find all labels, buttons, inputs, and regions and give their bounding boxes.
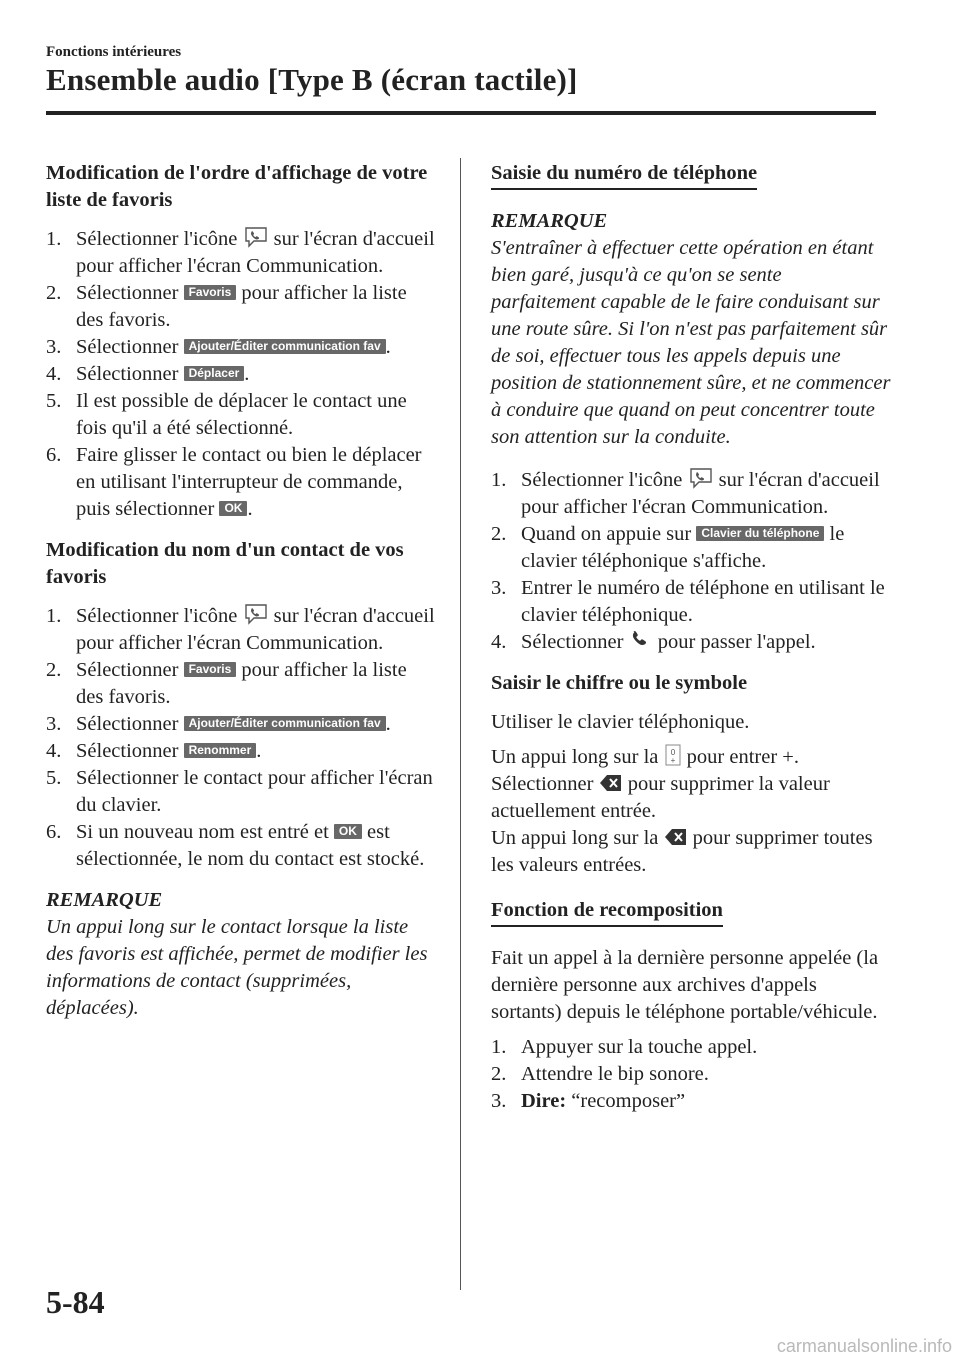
list-item <box>491 1061 891 1088</box>
heading-rename-contact: Modification du nom d'un contact de vos favoris <box>46 539 404 588</box>
paragraph: Sélectionner pour supprimer la valeur actuellement entrée. <box>491 773 830 822</box>
step-text: Dire: “recomposer” <box>521 1090 686 1112</box>
ok-button[interactable]: OK <box>334 824 362 839</box>
column-divider <box>460 158 461 1290</box>
step-number: 6. <box>46 444 62 466</box>
list-item <box>46 388 438 442</box>
heading-redial: Fonction de recomposition <box>491 897 723 927</box>
list-item <box>491 1034 891 1061</box>
step-number: 3. <box>46 713 62 735</box>
rename-steps <box>46 603 438 873</box>
step-text: Sélectionner l'icône sur l'écran d'accueil pour afficher l'écran Communication. <box>76 228 435 277</box>
step-text: Faire glisser le contact ou bien le déplacer en utilisant l'interrupteur de commande, puis sélectionner OK . <box>76 444 422 520</box>
step-text: Il est possible de déplacer le contact une fois qu'il a été sélectionné. <box>76 390 407 439</box>
paragraph: Utiliser le clavier téléphonique. <box>491 711 750 733</box>
favoris-button[interactable]: Favoris <box>184 662 237 677</box>
edit-favorites-button[interactable]: Ajouter/Éditer communication fav <box>184 716 386 731</box>
step-number: 1. <box>491 1036 507 1058</box>
step-number: 5. <box>46 767 62 789</box>
section-label: Fonctions intérieures <box>46 44 182 60</box>
paragraph: Fait un appel à la dernière personne appelée (la dernière personne aux archives d'appels sortants) depuis le téléphone portable/véhicule. <box>491 947 879 1023</box>
step-text: Sélectionner l'icône sur l'écran d'accueil pour afficher l'écran Communication. <box>76 605 435 654</box>
edit-favorites-button[interactable]: Ajouter/Éditer communication fav <box>184 339 386 354</box>
dial-steps <box>491 467 891 656</box>
list-item <box>46 442 438 523</box>
right-column <box>491 160 891 1129</box>
note-text: Un appui long sur le contact lorsque la liste des favoris est affichée, permet de modifier les informations de contact (supprimées, déplacées). <box>46 916 428 1019</box>
step-number: 4. <box>46 740 62 762</box>
list-item <box>46 603 438 657</box>
step-number: 1. <box>46 605 62 627</box>
heading-reorder-favorites: Modification de l'ordre d'affichage de votre liste de favoris <box>46 162 428 211</box>
step-number: 3. <box>46 336 62 358</box>
step-number: 3. <box>491 577 507 599</box>
move-button[interactable]: Déplacer <box>184 366 245 381</box>
step-text: Sélectionner l'icône sur l'écran d'accueil pour afficher l'écran Communication. <box>521 469 880 518</box>
zero-plus-key-icon[interactable] <box>664 744 682 766</box>
step-text: Sélectionner le contact pour afficher l'écran du clavier. <box>76 767 433 816</box>
step-number: 4. <box>491 631 507 653</box>
step-text: Sélectionner Favoris pour afficher la liste des favoris. <box>76 282 407 331</box>
step-number: 2. <box>491 523 507 545</box>
list-item <box>46 657 438 711</box>
note-block <box>491 208 891 451</box>
communication-icon <box>688 467 714 489</box>
favoris-button[interactable]: Favoris <box>184 285 237 300</box>
step-number: 2. <box>46 659 62 681</box>
ok-button[interactable]: OK <box>219 501 247 516</box>
note-label: REMARQUE <box>46 889 163 911</box>
list-item <box>46 361 438 388</box>
paragraph: Un appui long sur la pour supprimer toutes les valeurs entrées. <box>491 827 873 876</box>
communication-icon <box>243 603 269 625</box>
step-text: Sélectionner Ajouter/Éditer communication fav . <box>76 336 391 358</box>
list-item <box>46 738 438 765</box>
redial-steps <box>491 1034 891 1115</box>
list-item <box>46 819 438 873</box>
list-item <box>46 711 438 738</box>
step-number: 1. <box>491 469 507 491</box>
step-text: Sélectionner Renommer . <box>76 740 262 762</box>
step-text: Si un nouveau nom est entré et OK est sélectionnée, le nom du contact est stocké. <box>76 821 425 870</box>
communication-icon <box>243 226 269 248</box>
backspace-icon[interactable] <box>599 773 623 793</box>
heading-digit-symbol: Saisir le chiffre ou le symbole <box>491 672 748 694</box>
list-item <box>491 1088 891 1115</box>
step-text: Sélectionner Ajouter/Éditer communication fav . <box>76 713 391 735</box>
step-text: Appuyer sur la touche appel. <box>521 1036 758 1058</box>
step-text: Attendre le bip sonore. <box>521 1063 709 1085</box>
step-number: 6. <box>46 821 62 843</box>
header-rule <box>46 111 876 115</box>
step-text: Quand on appuie sur Clavier du téléphone le clavier téléphonique s'affiche. <box>521 523 845 572</box>
backspace-icon[interactable] <box>664 827 688 847</box>
step-number: 1. <box>46 228 62 250</box>
watermark: carmanualsonline.info <box>776 1336 952 1356</box>
reorder-steps <box>46 226 438 523</box>
step-text: Sélectionner Déplacer . <box>76 363 250 385</box>
page-number: 5-84 <box>46 1284 105 1320</box>
list-item <box>491 575 891 629</box>
list-item <box>46 280 438 334</box>
call-icon[interactable] <box>629 629 653 651</box>
list-item <box>491 521 891 575</box>
page-title: Ensemble audio [Type B (écran tactile)] <box>46 62 578 97</box>
step-number: 2. <box>491 1063 507 1085</box>
step-text: Entrer le numéro de téléphone en utilisant le clavier téléphonique. <box>521 577 885 626</box>
list-item <box>491 629 891 656</box>
list-item <box>491 467 891 521</box>
note-block <box>46 887 438 1022</box>
note-label: REMARQUE <box>491 210 608 232</box>
left-column <box>46 160 438 1038</box>
rename-button[interactable]: Renommer <box>184 743 257 758</box>
step-number: 2. <box>46 282 62 304</box>
note-text: S'entraîner à effectuer cette opération en étant bien garé, jusqu'à ce qu'on se sente parfaitement capable de le faire conduisant sur une route sûre. Si l'on n'est pas parfaitement sûr de soi, effectuer tous les appels depuis une position de stationnement sûre, et ne commencer à conduire que quand on peut concentrer toute son attention sur la conduite. <box>491 237 891 448</box>
heading-phone-number-entry: Saisie du numéro de téléphone <box>491 160 757 190</box>
paragraph: Un appui long sur la 0 + pour entrer +. <box>491 746 799 768</box>
svg-text:0: 0 <box>670 748 675 757</box>
list-item <box>46 334 438 361</box>
list-item <box>46 765 438 819</box>
step-number: 4. <box>46 363 62 385</box>
step-text: Sélectionner pour passer l'appel. <box>521 631 816 653</box>
list-item <box>46 226 438 280</box>
step-number: 3. <box>491 1090 507 1112</box>
svg-text:+: + <box>670 756 675 765</box>
phone-keypad-button[interactable]: Clavier du téléphone <box>696 526 824 541</box>
step-number: 5. <box>46 390 62 412</box>
step-text: Sélectionner Favoris pour afficher la liste des favoris. <box>76 659 407 708</box>
